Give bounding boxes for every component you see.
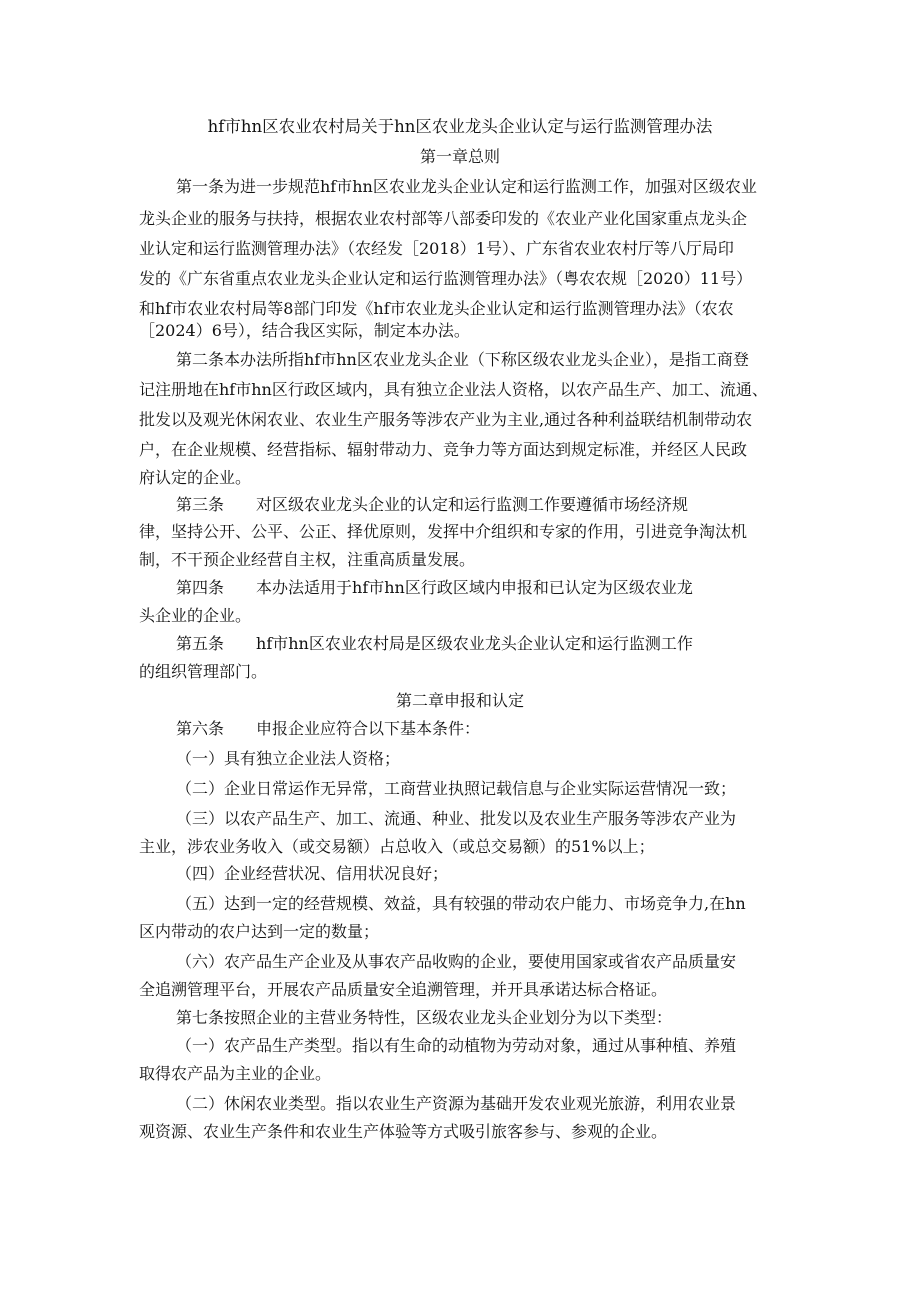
article-6-text: 申报企业应符合以下基本条件： [256,719,481,738]
type-2-line: （二）休闲农业类型。指以农业生产资源为基础开发农业观光旅游，利用农业景 [176,1094,737,1113]
chapter-2-heading: 第二章申报和认定 [395,691,524,710]
condition-4: （四）企业经营状况、信用状况良好； [176,864,449,883]
condition-5-line: （五）达到一定的经营规模、效益，具有较强的带动农户能力、市场竞争力,在hn [176,894,746,913]
article-4-line: 头企业的企业。 [139,606,252,625]
type-1-line: 取得农产品为主业的企业。 [139,1064,332,1083]
article-4-text: 本办法适用于hf市hn区行政区域内申报和已认定为区级农业龙 [256,578,693,597]
article-3-text: 对区级农业龙头企业的认定和运行监测工作要遵循市场经济规 [256,495,689,514]
article-5-line: 的组织管理部门。 [139,662,268,681]
condition-3-line: （三）以农产品生产、加工、流通、种业、批发以及农业生产服务等涉农产业为 [176,809,737,828]
type-1-line: （一）农产品生产类型。指以有生命的动植物为劳动对象，通过从事种植、养殖 [176,1036,737,1055]
article-1-line: 第一条为进一步规范hf市hn区农业龙头企业认定和运行监测工作，加强对区级农业 [176,177,757,196]
article-3-line [0,495,920,515]
article-3-line: 制，不干预企业经营自主权，注重高质量发展。 [139,550,476,569]
article-7-line: 第七条按照企业的主营业务特性，区级农业龙头企业划分为以下类型： [176,1008,673,1027]
article-5-label: 第五条 [176,634,225,653]
article-3-line: 律，坚持公开、公平、公正、择优原则，发挥中介组织和专家的作用，引进竞争淘汰机 [139,522,748,541]
article-5-line [0,634,920,654]
article-1-line: 龙头企业的服务与扶持，根据农业农村部等八部委印发的《农业产业化国家重点龙头企 [139,209,748,228]
article-4-line [0,578,920,598]
condition-2: （二）企业日常运作无异常，工商营业执照记载信息与企业实际运营情况一致； [176,779,737,798]
article-2-line: 第二条本办法所指hf市hn区农业龙头企业（下称区级农业龙头企业），是指工商登 [176,350,749,369]
chapter-1-heading: 第一章总则 [419,147,500,166]
condition-6-line: 全追溯管理平台，开展农产品质量安全追溯管理，并开具承诺达标合格证。 [139,980,668,999]
article-2-line: 户，在企业规模、经营指标、辐射带动力、竞争力等方面达到规定标准，并经区人民政 [139,440,748,459]
article-6-label: 第六条 [176,719,225,738]
article-1-line: 业认定和运行监测管理办法》（农经发［2018）1号）、广东省农业农村厅等八厅局印 [139,239,734,258]
condition-6-line: （六）农产品生产企业及从事农产品收购的企业，要使用国家或省农产品质量安 [176,952,737,971]
type-2-line: 观资源、农业生产条件和农业生产体验等方式吸引旅客参与、参观的企业。 [139,1122,668,1141]
article-6-line [0,719,920,739]
article-3-label: 第三条 [176,495,225,514]
article-2-line: 记注册地在hf市hn区行政区域内，具有独立企业法人资格，以农产品生产、加工、流通、 [139,380,768,399]
article-1-line: 发的《广东省重点农业龙头企业认定和运行监测管理办法》（粤农农规［2020）11号） [139,269,753,288]
document-title: hf市hn区农业农村局关于hn区农业龙头企业认定与运行监测管理办法 [207,117,713,136]
article-4-label: 第四条 [176,578,225,597]
condition-3-line: 主业，涉农业务收入（或交易额）占总收入（或总交易额）的51%以上； [139,837,655,856]
article-1-line: 和hf市农业农村局等8部门印发《hf市农业龙头企业认定和运行监测管理办法》（农农 [139,299,734,318]
article-2-line: 府认定的企业。 [139,468,252,487]
article-5-text: hf市hn区农业农村局是区级农业龙头企业认定和运行监测工作 [256,634,693,653]
condition-1: （一）具有独立企业法人资格； [176,749,401,768]
article-2-line: 批发以及观光休闲农业、农业生产服务等涉农产业为主业,通过各种利益联结机制带动农 [139,410,753,429]
condition-5-line: 区内带动的农户达到一定的数量； [139,922,380,941]
article-1-line: ［2024）6号），结合我区实际，制定本办法。 [139,321,470,340]
